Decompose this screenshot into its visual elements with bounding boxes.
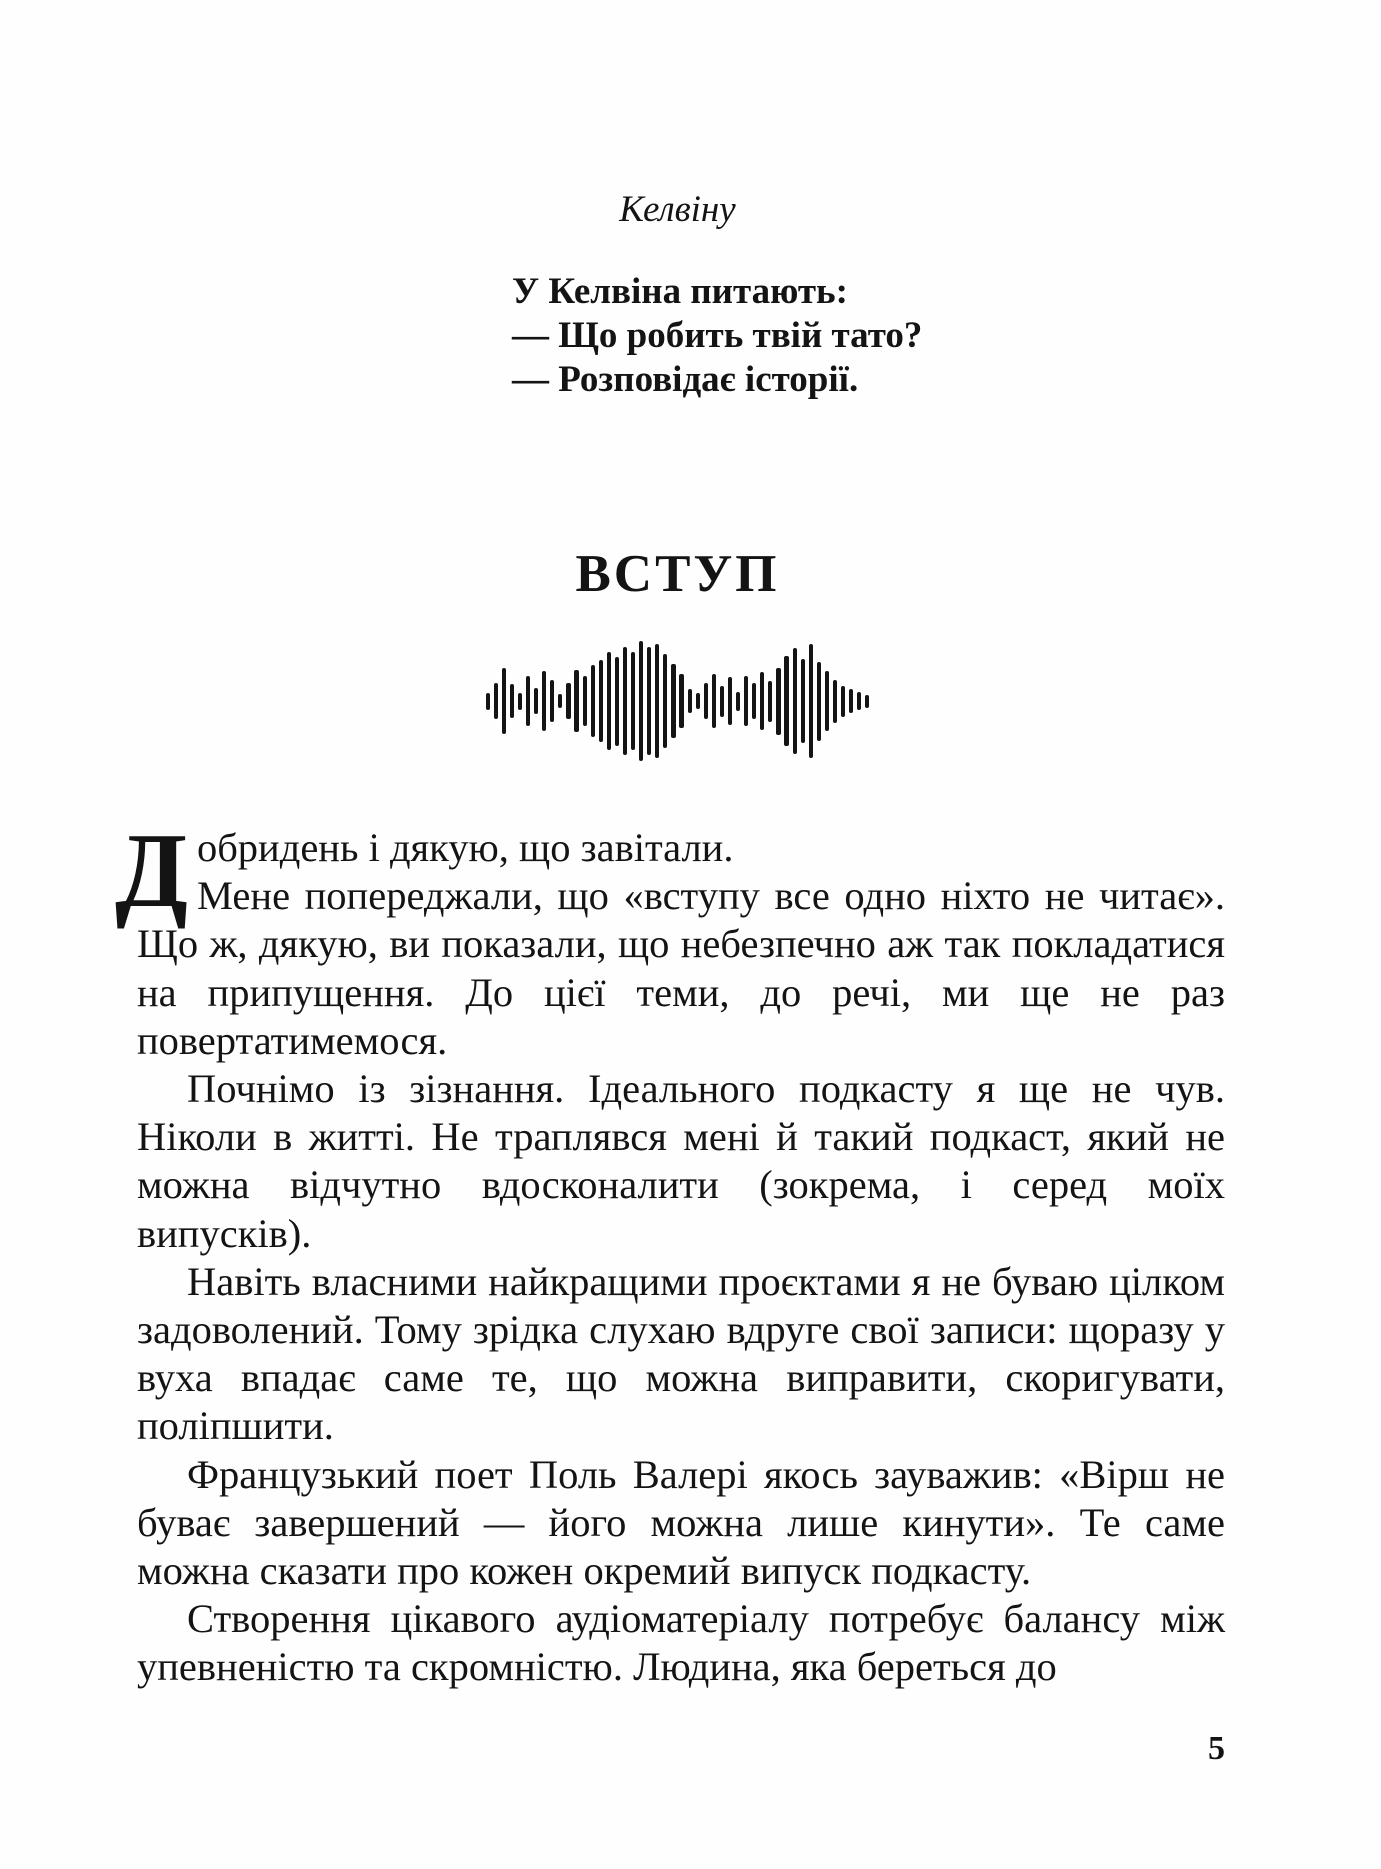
epigraph-line: — Що робить твій тато? [512, 315, 923, 356]
drop-cap: Д [115, 812, 188, 929]
dedication: Келвіну [619, 189, 736, 230]
epigraph [512, 270, 922, 402]
paragraph: Навіть власними найкращими проєктами я не буваю цілком задоволений. Тому зрідка слухаю вдруге свої записи: щоразу у вуха впадає саме те, що можна виправити, скоригувати, поліпшити. [137, 1258, 1225, 1449]
paragraph: Мене попереджали, що «вступу все одно ніхто не читає». Що ж, дякую, ви показали, що небезпечно аж так покладатися на припущення. До цієї теми, до речі, ми ще не раз повертатимемося. [137, 873, 1225, 1063]
body-text [115, 812, 1225, 1692]
paragraph: Створення цікавого аудіоматеріалу потребує балансу між упевненістю та скромністю. Людина, яка береться до [137, 1596, 1225, 1690]
paragraph: обридень і дякую, що завітали. [196, 825, 734, 870]
chapter-title: ВСТУП [575, 545, 780, 603]
epigraph-line: У Келвіна питають: [512, 271, 848, 312]
opening-block [115, 812, 1225, 1065]
paragraph: Французький поет Поль Валері якось зауважив: «Вірш не буває завершений — його можна лише кинути». Те саме можна сказати про кожен окремий випуск подкасту. [137, 1451, 1225, 1594]
page-number: 5 [1208, 1730, 1225, 1767]
waveform-row [0, 640, 1355, 762]
body-paragraphs [137, 1065, 1225, 1692]
audio-waveform-icon [486, 640, 870, 762]
epigraph-line: — Розповідає історії. [512, 359, 859, 400]
paragraph: Почнімо із зізнання. Ідеального подкасту я ще не чув. Ніколи в житті. Не траплявся мені й такий подкаст, який не можна відчутно вдосконалити (зокрема, і серед моїх випусків). [137, 1066, 1225, 1256]
